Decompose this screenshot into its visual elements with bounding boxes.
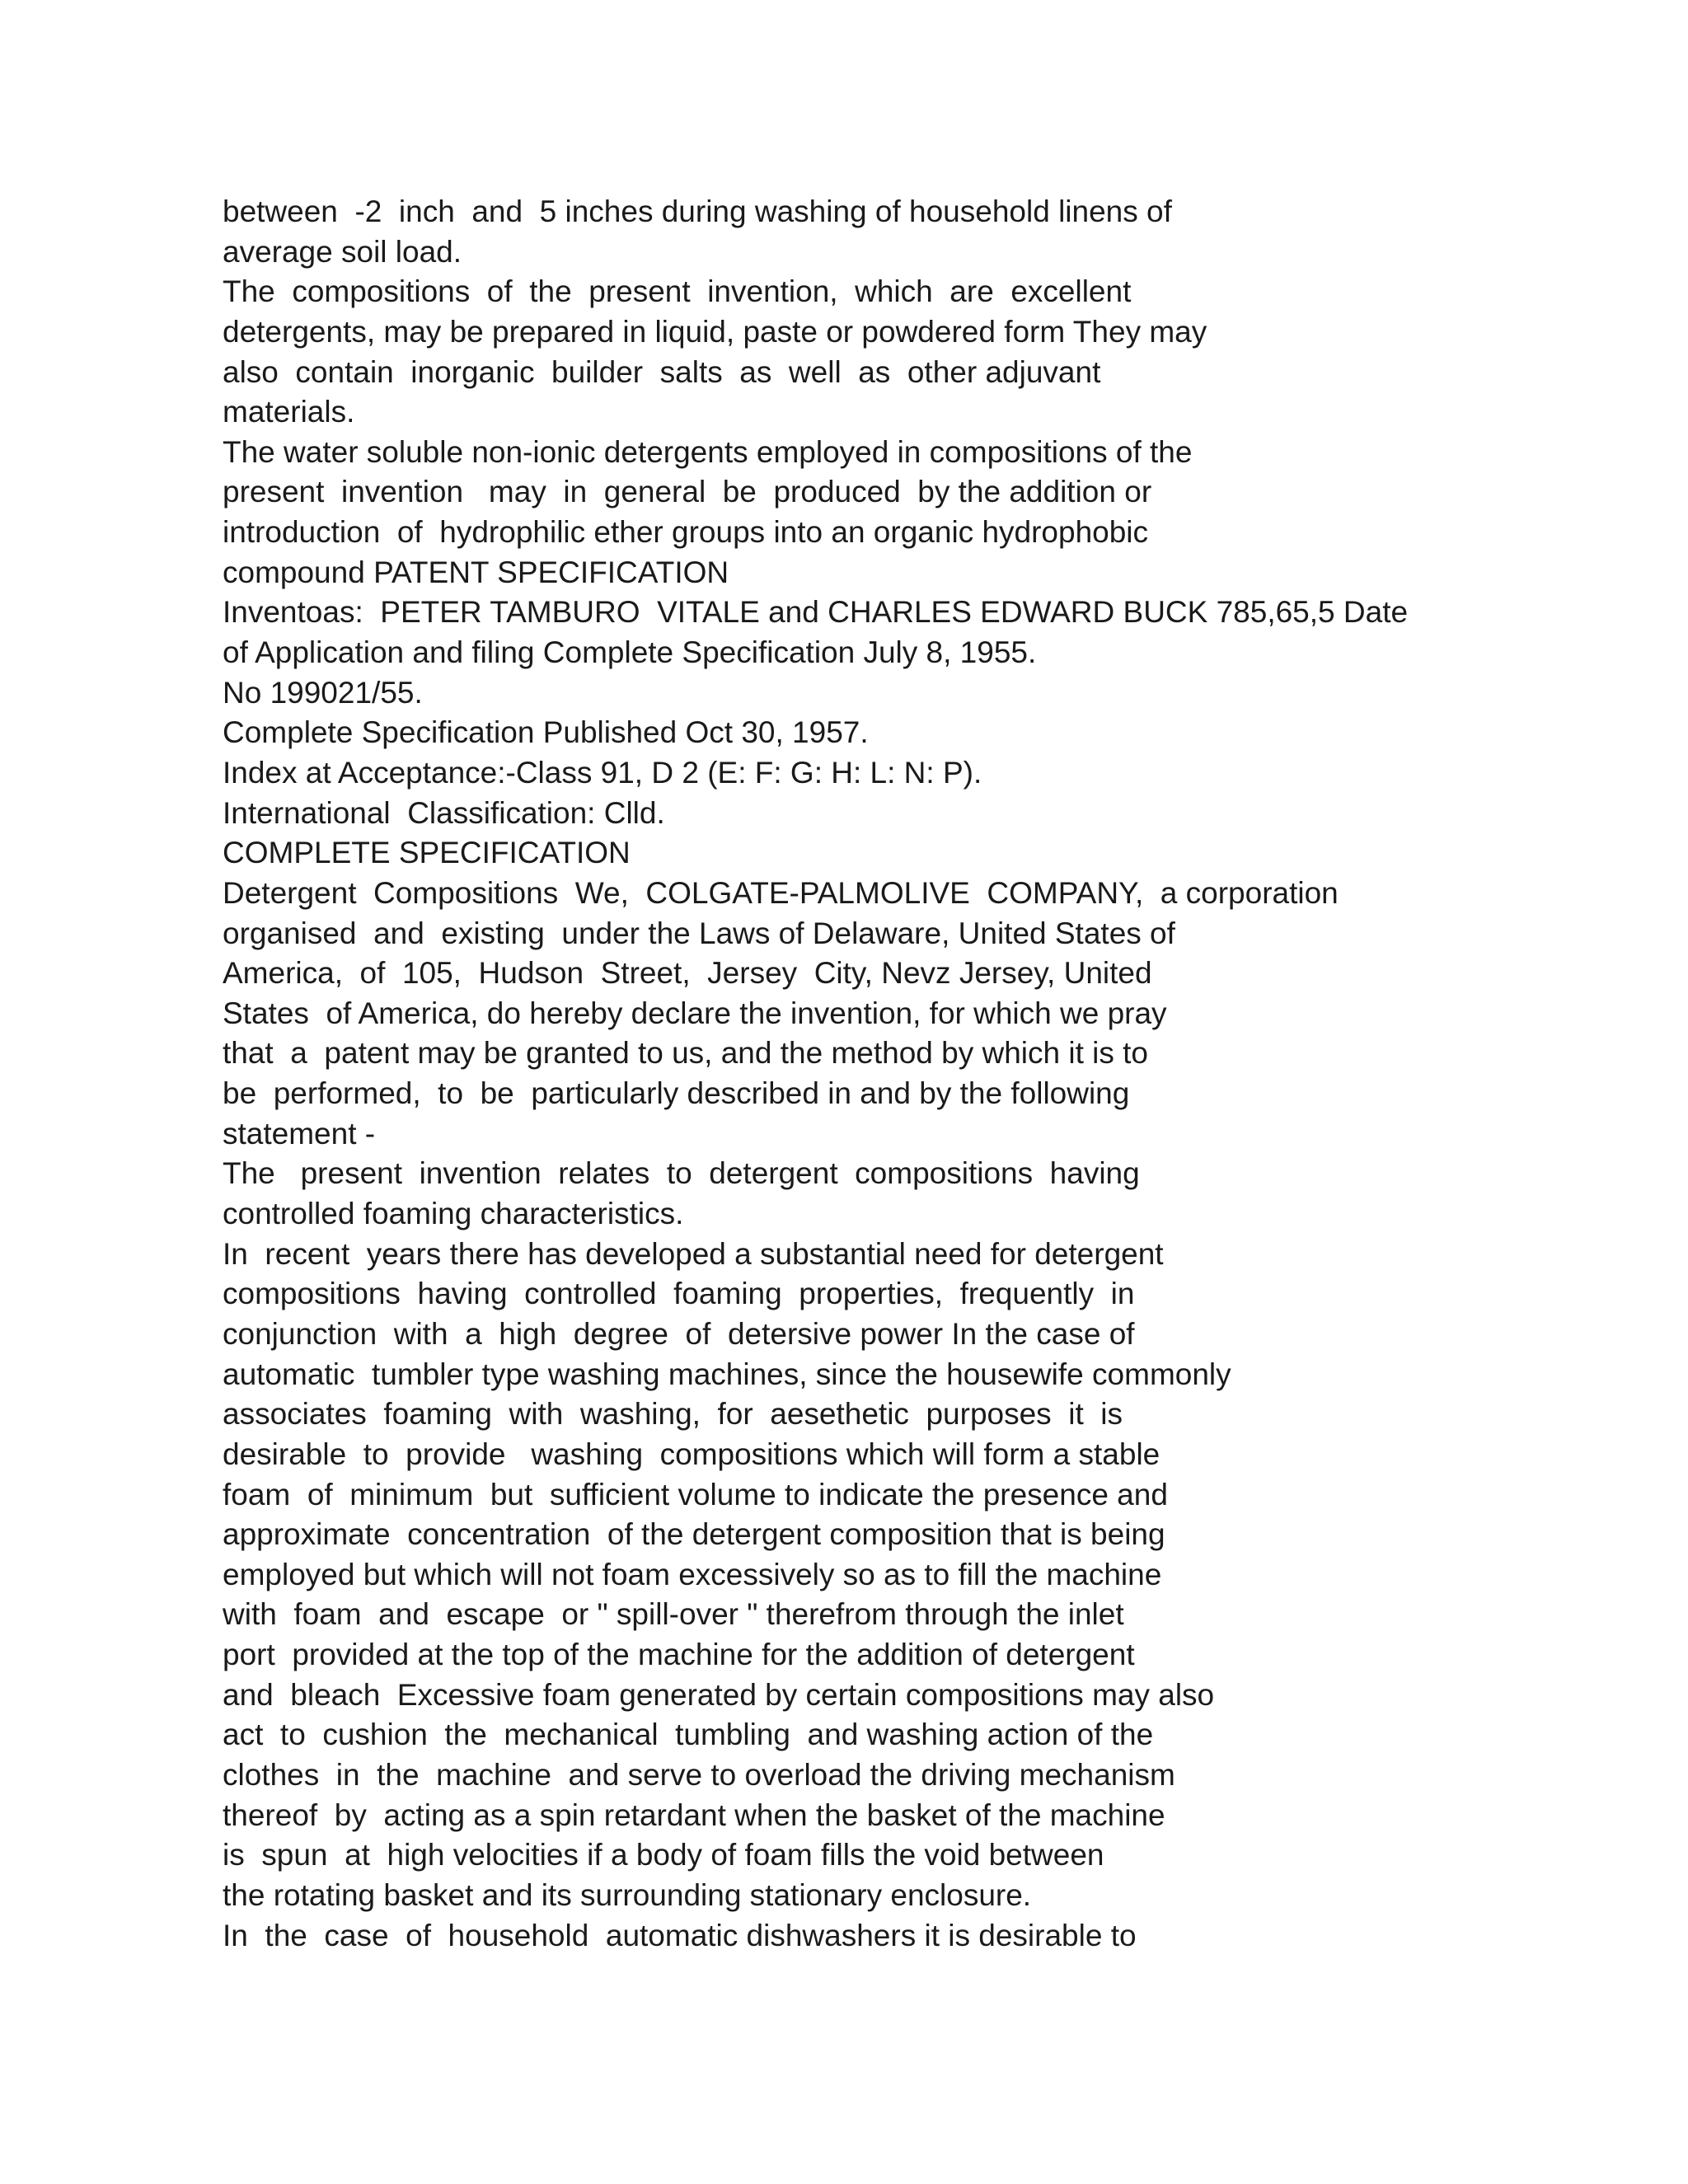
text-line: act to cushion the mechanical tumbling and washing action of the [223, 1718, 1154, 1752]
text-line: the rotating basket and its surrounding stationary enclosure. [223, 1877, 1032, 1912]
text-line: approximate concentration of the detergent composition that is being [223, 1517, 1165, 1552]
text-line: No 199021/55. [223, 675, 423, 710]
text-line: present invention may in general be produced by the addition or [223, 475, 1152, 509]
text-line: controlled foaming characteristics. [223, 1197, 684, 1231]
body-text [223, 192, 1657, 1956]
text-line: Detergent Compositions We, COLGATE-PALMOLIVE COMPANY, a corporation [223, 875, 1339, 910]
text-line: be performed, to be particularly described in and by the following [223, 1076, 1130, 1111]
text-line: Inventoas: PETER TAMBURO VITALE and CHARLES EDWARD BUCK 785,65,5 Date [223, 595, 1409, 630]
text-line: COMPLETE SPECIFICATION [223, 836, 631, 870]
text-line: clothes in the machine and serve to overload the driving mechanism [223, 1757, 1175, 1792]
text-line: employed but which will not foam excessively so as to fill the machine [223, 1557, 1162, 1591]
text-line: associates foaming with washing, for aesethetic purposes it is [223, 1397, 1123, 1432]
text-line: automatic tumbler type washing machines, since the housewife commonly [223, 1357, 1231, 1391]
text-line: that a patent may be granted to us, and the method by which it is to [223, 1036, 1149, 1071]
text-line: Index at Acceptance:-Class 91, D 2 (E: F: G: H: L: N: P). [223, 755, 982, 790]
text-line: is spun at high velocities if a body of foam fills the void between [223, 1838, 1104, 1872]
text-line: compositions having controlled foaming properties, frequently in [223, 1277, 1135, 1311]
text-line: detergents, may be prepared in liquid, paste or powdered form They may [223, 314, 1207, 349]
text-line: foam of minimum but sufficient volume to indicate the presence and [223, 1477, 1168, 1511]
text-line: In recent years there has developed a substantial need for detergent [223, 1236, 1164, 1271]
text-line: The water soluble non-ionic detergents employed in compositions of the [223, 434, 1193, 469]
text-line: In the case of household automatic dishwashers it is desirable to [223, 1918, 1137, 1952]
text-line: conjunction with a high degree of detersive power In the case of [223, 1316, 1135, 1351]
text-line: Complete Specification Published Oct 30, 1957. [223, 715, 869, 750]
text-line: thereof by acting as a spin retardant when the basket of the machine [223, 1797, 1165, 1832]
text-line: organised and existing under the Laws of Delaware, United States of [223, 916, 1175, 950]
text-line: compound PATENT SPECIFICATION [223, 555, 729, 589]
text-line: also contain inorganic builder salts as well as other adjuvant [223, 354, 1101, 389]
text-line: and bleach Excessive foam generated by certain compositions may also [223, 1677, 1215, 1712]
text-line: America, of 105, Hudson Street, Jersey City, Nevz Jersey, United [223, 956, 1152, 991]
text-line: with foam and escape or " spill-over " therefrom through the inlet [223, 1597, 1124, 1632]
text-line: The present invention relates to detergent compositions having [223, 1156, 1140, 1191]
text-line: States of America, do hereby declare the invention, for which we pray [223, 996, 1167, 1030]
text-line: The compositions of the present invention, which are excellent [223, 274, 1132, 309]
text-line: port provided at the top of the machine for the addition of detergent [223, 1638, 1135, 1672]
text-line: average soil load. [223, 234, 462, 269]
text-line: between -2 inch and 5 inches during washing of household linens of [223, 194, 1172, 228]
text-line: desirable to provide washing compositions which will form a stable [223, 1436, 1160, 1471]
text-line: materials. [223, 395, 355, 429]
text-line: statement - [223, 1116, 376, 1151]
text-line: of Application and filing Complete Specification July 8, 1955. [223, 635, 1037, 670]
text-line: International Classification: Clld. [223, 795, 665, 830]
text-line: introduction of hydrophilic ether groups into an organic hydrophobic [223, 515, 1149, 550]
